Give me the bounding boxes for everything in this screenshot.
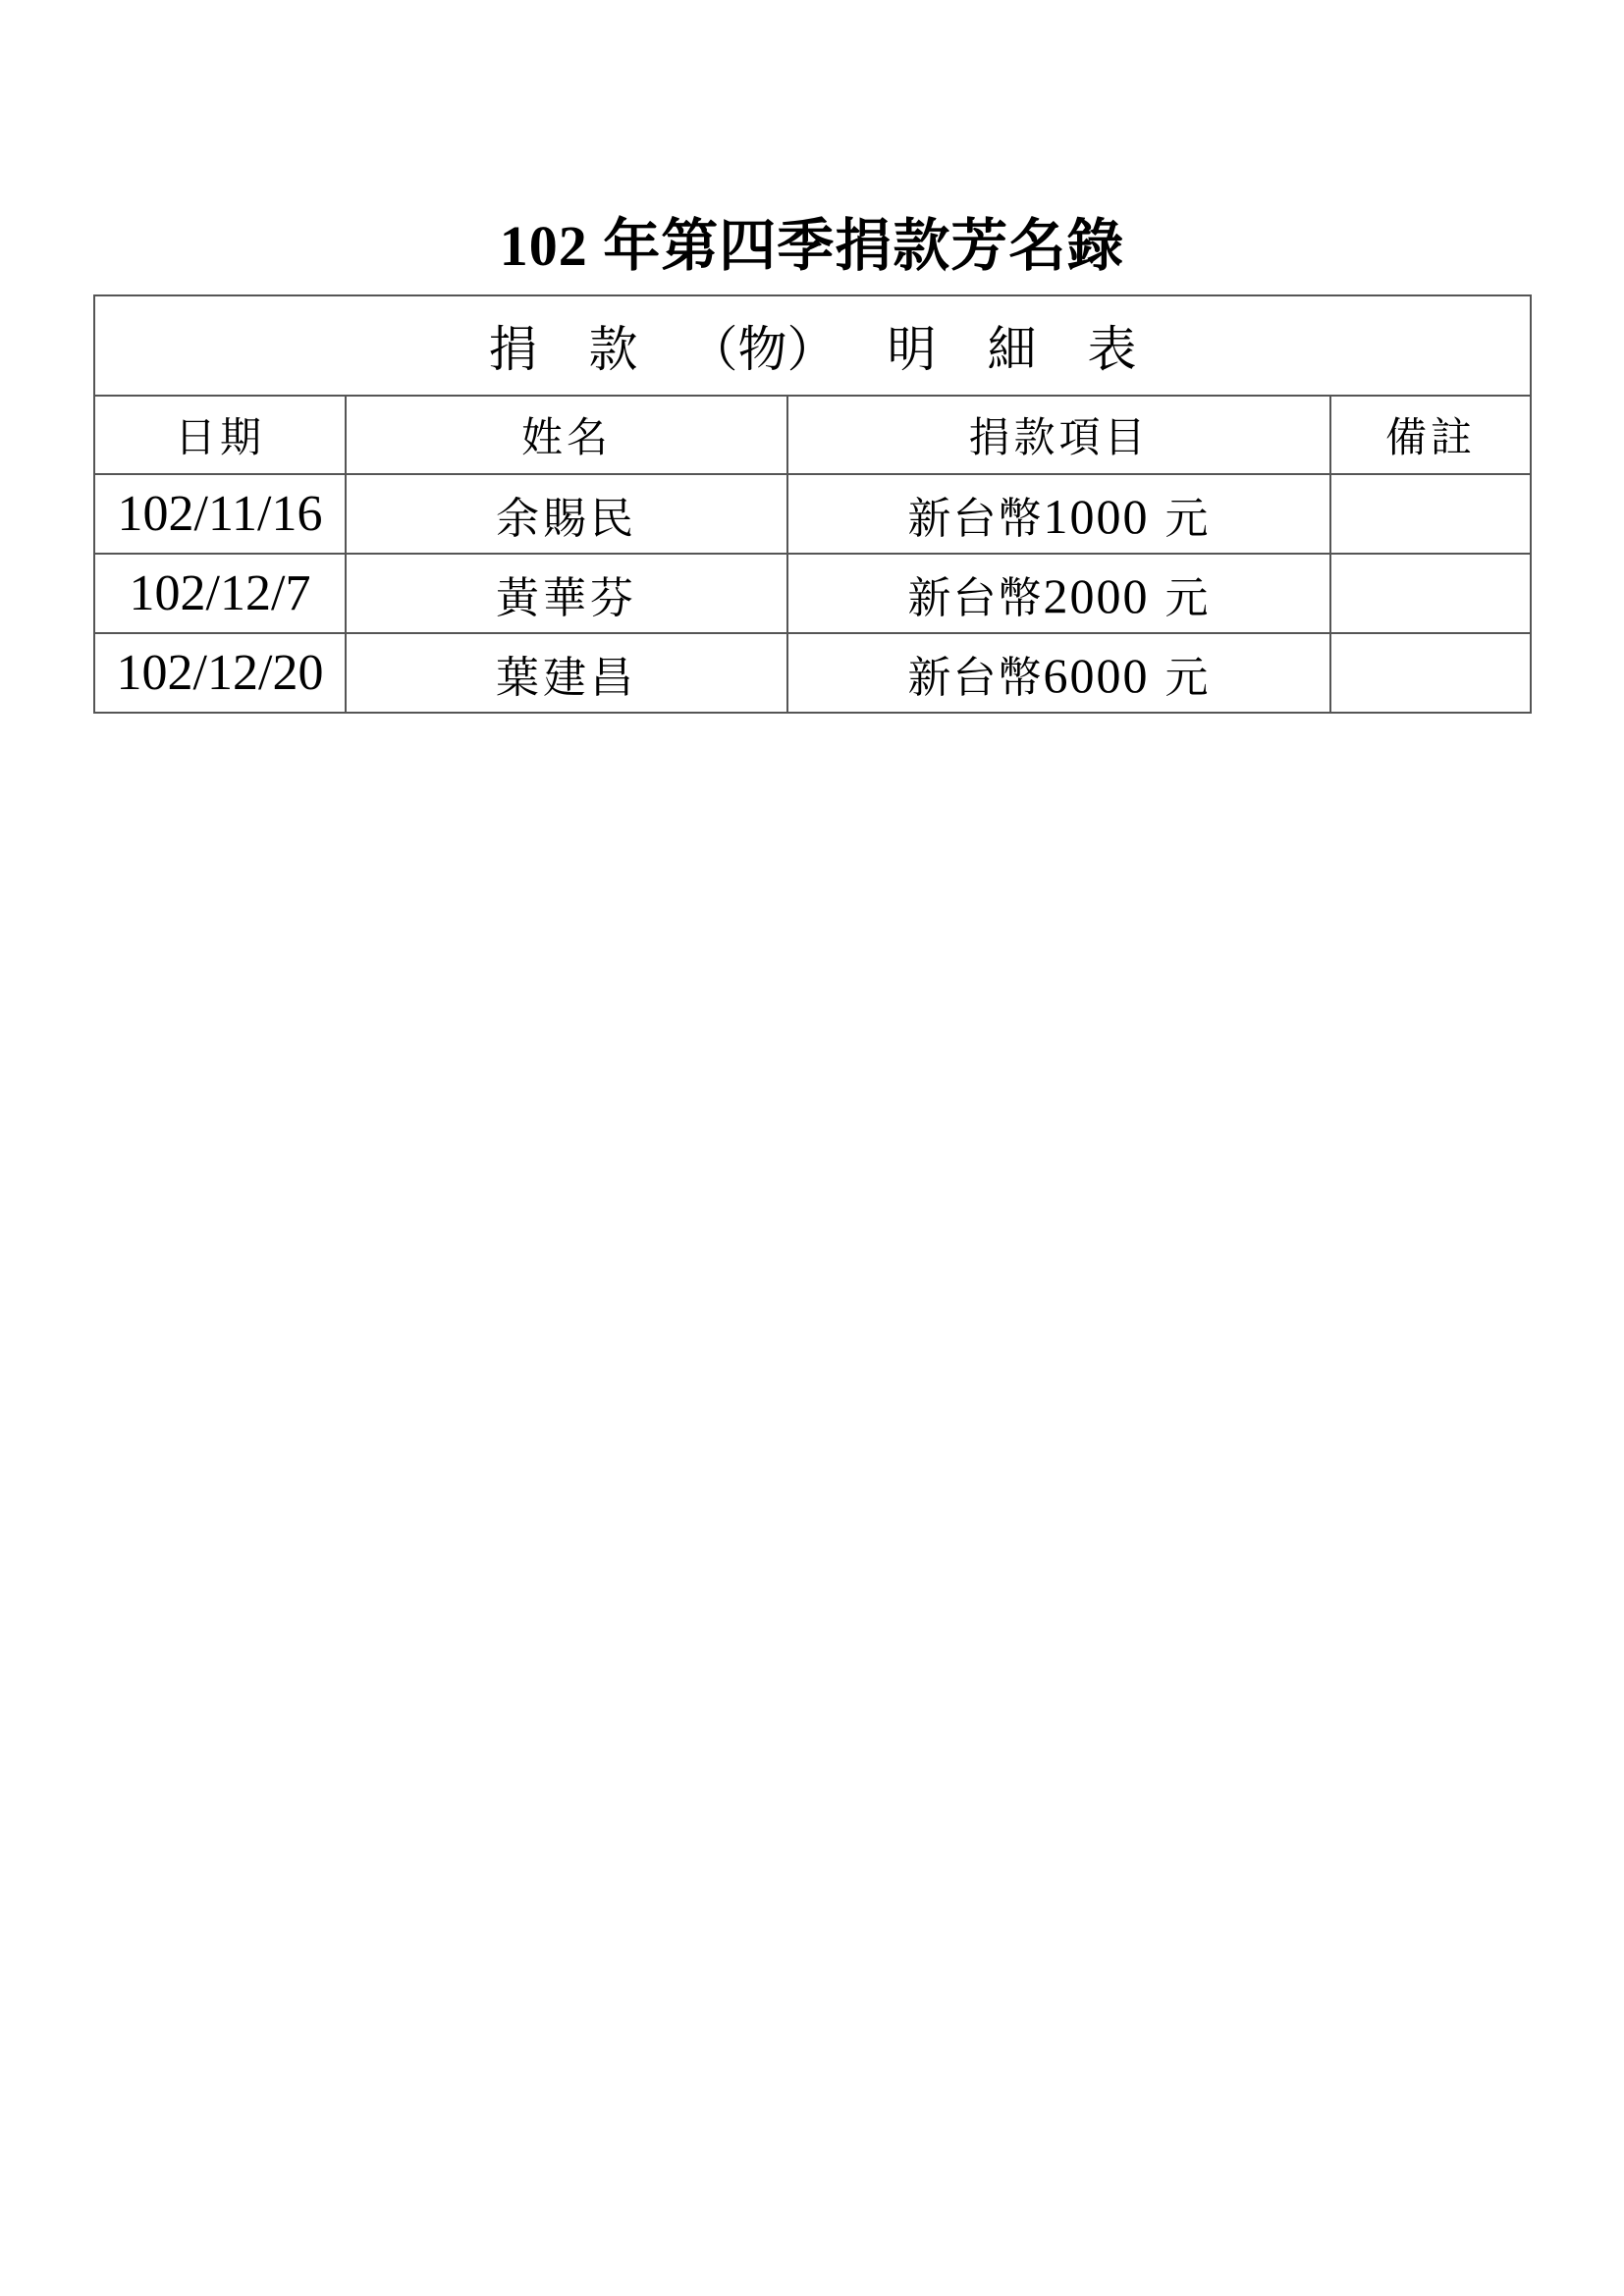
date-cell: 102/12/20: [94, 633, 346, 713]
table-caption-row: [94, 295, 1531, 396]
column-header-item: 捐款項目: [787, 396, 1330, 474]
caption-char: 明: [887, 321, 937, 378]
donor-name-cell: 余賜民: [346, 474, 787, 554]
caption-char: 表: [1087, 321, 1137, 378]
caption-char: 捐: [488, 321, 538, 378]
currency-label: 新台幣: [907, 572, 1044, 623]
column-header-name: 姓名: [346, 396, 787, 474]
donation-item-cell: [787, 474, 1330, 554]
currency-label: 新台幣: [907, 493, 1044, 544]
currency-unit: 元: [1164, 493, 1211, 544]
table-row: [94, 633, 1531, 713]
table-row: [94, 474, 1531, 554]
note-cell: [1330, 474, 1531, 554]
column-header-date: 日期: [94, 396, 346, 474]
table-header-row: [94, 396, 1531, 474]
donation-item-cell: [787, 554, 1330, 633]
currency-label: 新台幣: [907, 652, 1044, 703]
amount-value: 6000: [1043, 647, 1150, 703]
table-row: [94, 554, 1531, 633]
caption-char: 款: [588, 321, 638, 378]
table-caption: [94, 295, 1531, 396]
currency-unit: 元: [1164, 652, 1211, 703]
amount-value: 1000: [1043, 488, 1150, 544]
date-cell: 102/12/7: [94, 554, 346, 633]
donor-name-cell: 黃華芬: [346, 554, 787, 633]
amount-value: 2000: [1043, 567, 1150, 623]
column-header-note: 備註: [1330, 396, 1531, 474]
note-cell: [1330, 554, 1531, 633]
date-cell: 102/11/16: [94, 474, 346, 554]
page-title: 102 年第四季捐款芳名錄: [499, 214, 1125, 278]
note-cell: [1330, 633, 1531, 713]
currency-unit: 元: [1164, 572, 1211, 623]
donor-name-cell: 葉建昌: [346, 633, 787, 713]
caption-char: 細: [987, 321, 1037, 378]
donation-item-cell: [787, 633, 1330, 713]
caption-char: （物）: [688, 321, 837, 378]
donation-table: [93, 294, 1532, 714]
